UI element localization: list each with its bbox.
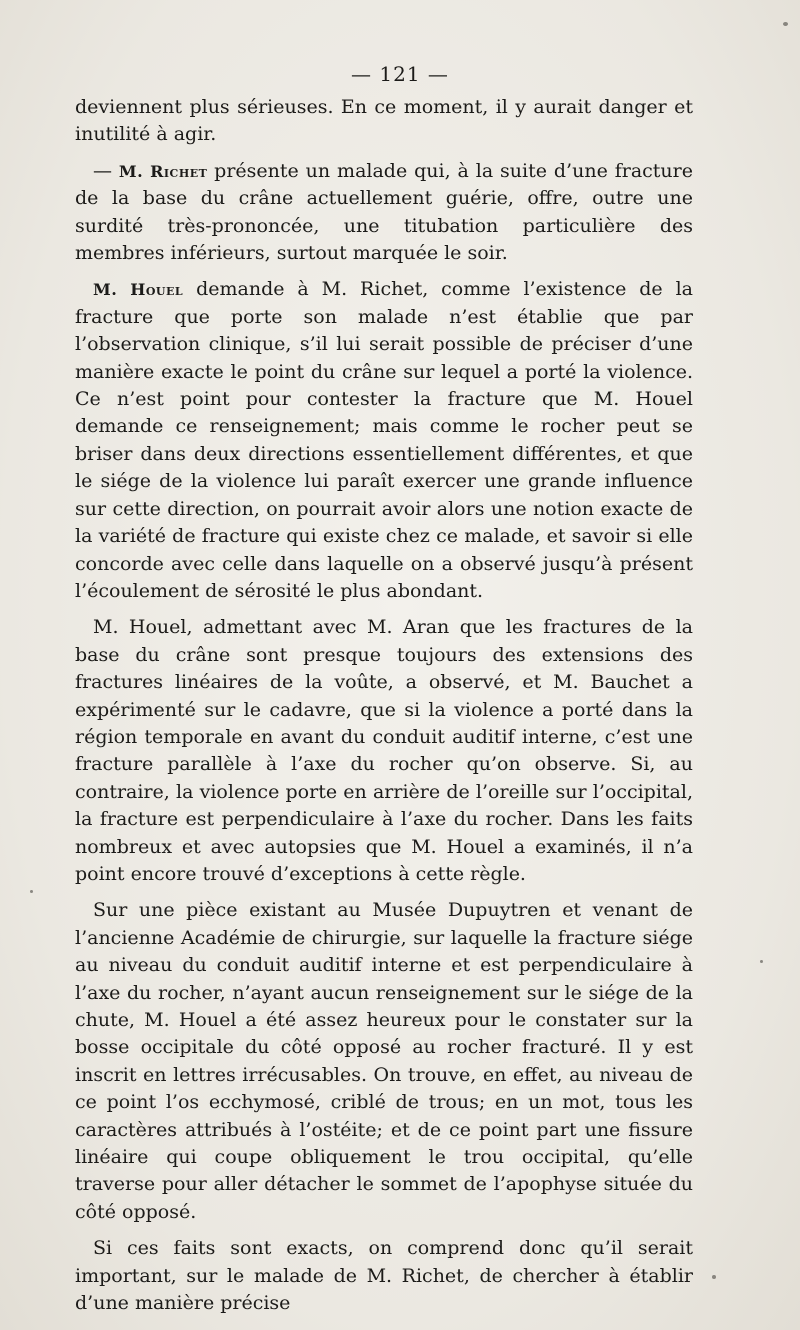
paragraph-conclusion: Si ces faits sont exacts, on comprend donc qu’il serait important, sur le malade de M. Richet, de chercher à établir d’une manière précise — [75, 1237, 693, 1315]
paragraph-houel-observation: M. Houel, admettant avec M. Aran que les fractures de la base du crâne sont presque toujours des extensions des fractures linéaires de la voûte, a observé, et M. Bauchet a expérimenté sur le cadavre, que si la violence a porté dans la région temporale en avant du conduit auditif interne, c’est une fracture parallèle à l’axe du rocher qu’on observe. Si, au contraire, la violence porte en arrière de l’oreille sur l’occipital, la fracture est perpendiculaire à l’axe du rocher. Dans les faits nombreux et avec autopsies que M. Houel a examinés, il n’a point encore trouvé d’exceptions à cette règle. — [75, 616, 693, 885]
paper-speck — [30, 890, 33, 893]
paragraph-houel-question: M. Houel demande à M. Richet, comme l’existence de la fracture que porte son malade n’est établie que par l’observation clinique, s’il lui serait possible de préciser d’une manière exacte le point du crâne sur lequel a porté la violence. Ce n’est point pour contester la fracture que M. Houel demande ce renseignement; mais comme le rocher peut se briser dans deux directions essentiellement différentes, et que le siége de la violence lui paraît exercer une grande influence sur cette direction, on pourrait avoir alors une notion exacte de la variété de fracture qui existe chez ce malade, et savoir si elle concorde avec celle dans laquelle on a observé jusqu’à présent l’écoulement de sérosité le plus abondant. — [75, 278, 693, 602]
paragraph-musee-piece: Sur une pièce existant au Musée Dupuytren et venant de l’ancienne Académie de chirurgie, sur laquelle la fracture siége au niveau du conduit auditif interne et est perpendiculaire à l’axe du rocher, n’ayant aucun renseignement sur le siége de la chute, M. Houel a été assez heureux pour le constater sur la bosse occipitale du côté opposé au rocher fracturé. Il y est inscrit en lettres irrécusables. On trouve, en effet, au niveau de ce point l’os ecchymosé, criblé de trous; en un mot, tous les caractères attribués à l’ostéite; et de ce point part une fissure linéaire qui coupe obliquement le trou occipital, qu’elle traverse pour aller détacher le sommet de l’apophyse située du côté opposé. — [75, 899, 693, 1223]
body-text — [75, 94, 693, 1326]
paragraph-richet: — M. Richet présente un malade qui, à la suite d’une fracture de la base du crâne actuellement guérie, offre, outre une surdité très-prononcée, une titubation particulière des membres inférieurs, surtout marquée le soir. — [75, 159, 693, 265]
paper-speck — [712, 1275, 716, 1279]
paper-speck — [783, 22, 788, 26]
page-number: — 121 — — [351, 62, 449, 86]
speaker-name: M. Houel — [93, 280, 184, 300]
paper-speck — [760, 960, 763, 963]
paragraph-continuation: deviennent plus sérieuses. En ce moment, il y aurait danger et inutilité à agir. — [75, 96, 693, 146]
speaker-name: M. Richet — [118, 161, 208, 181]
